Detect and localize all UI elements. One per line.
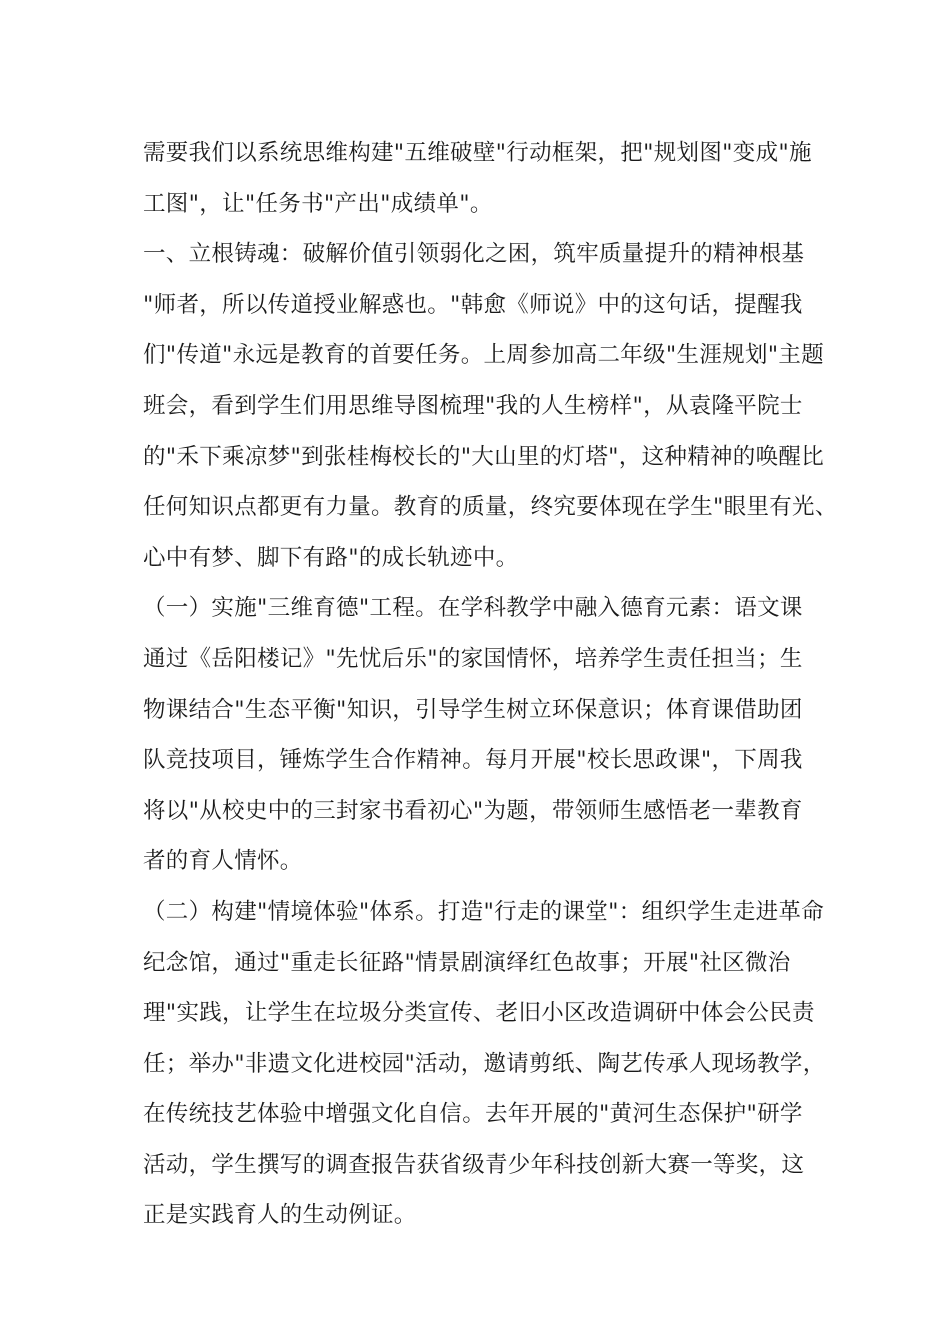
text-line: 的"禾下乘凉梦"到张桂梅校长的"大山里的灯塔"，这种精神的唤醒比 xyxy=(143,443,824,470)
text-line: 正是实践育人的生动例证。 xyxy=(143,1202,417,1229)
section-heading: 一、立根铸魂：破解价值引领弱化之困，筑牢质量提升的精神根基 xyxy=(143,241,805,268)
text-line: 需要我们以系统思维构建"五维破壁"行动框架，把"规划图"变成"施 xyxy=(143,140,812,166)
text-line: 者的育人情怀。 xyxy=(143,848,303,875)
text-line: "师者，所以传道授业解惑也。"韩愈《师说》中的这句话，提醒我 xyxy=(143,291,803,318)
text-line: 在传统技艺体验中增强文化自信。去年开展的"黄河生态保护"研学 xyxy=(143,1101,803,1128)
text-line: 队竞技项目，锤炼学生合作精神。每月开展"校长思政课"，下周我 xyxy=(143,747,803,774)
text-line: 们"传道"永远是教育的首要任务。上周参加高二年级"生涯规划"主题 xyxy=(143,342,824,369)
subsection-line: （二）构建"情境体验"体系。打造"行走的课堂"：组织学生走进革命 xyxy=(143,898,824,925)
text-line: 通过《岳阳楼记》"先忧后乐"的家国情怀，培养学生责任担当；生 xyxy=(143,645,803,672)
text-line: 心中有梦、脚下有路"的成长轨迹中。 xyxy=(143,544,519,571)
text-line: 班会，看到学生们用思维导图梳理"我的人生榜样"，从袁隆平院士 xyxy=(143,392,803,419)
text-line: 任何知识点都更有力量。教育的质量，终究要体现在学生"眼里有光、 xyxy=(143,494,838,521)
subsection-line: （一）实施"三维育德"工程。在学科教学中融入德育元素：语文课 xyxy=(143,595,803,622)
text-line: 工图"，让"任务书"产出"成绩单"。 xyxy=(143,190,493,217)
document-body xyxy=(143,128,838,1241)
text-line: 理"实践，让学生在垃圾分类宣传、老旧小区改造调研中体会公民责 xyxy=(143,1000,815,1027)
text-line: 活动，学生撰写的调查报告获省级青少年科技创新大赛一等奖，这 xyxy=(143,1151,805,1178)
text-line: 纪念馆，通过"重走长征路"情景剧演绎红色故事；开展"社区微治 xyxy=(143,949,791,976)
text-line: 将以"从校史中的三封家书看初心"为题，带领师生感悟老一辈教育 xyxy=(143,797,803,824)
text-line: 物课结合"生态平衡"知识，引导学生树立环保意识；体育课借助团 xyxy=(143,696,803,723)
text-line: 任；举办"非遗文化进校园"活动，邀请剪纸、陶艺传承人现场教学， xyxy=(143,1050,826,1077)
